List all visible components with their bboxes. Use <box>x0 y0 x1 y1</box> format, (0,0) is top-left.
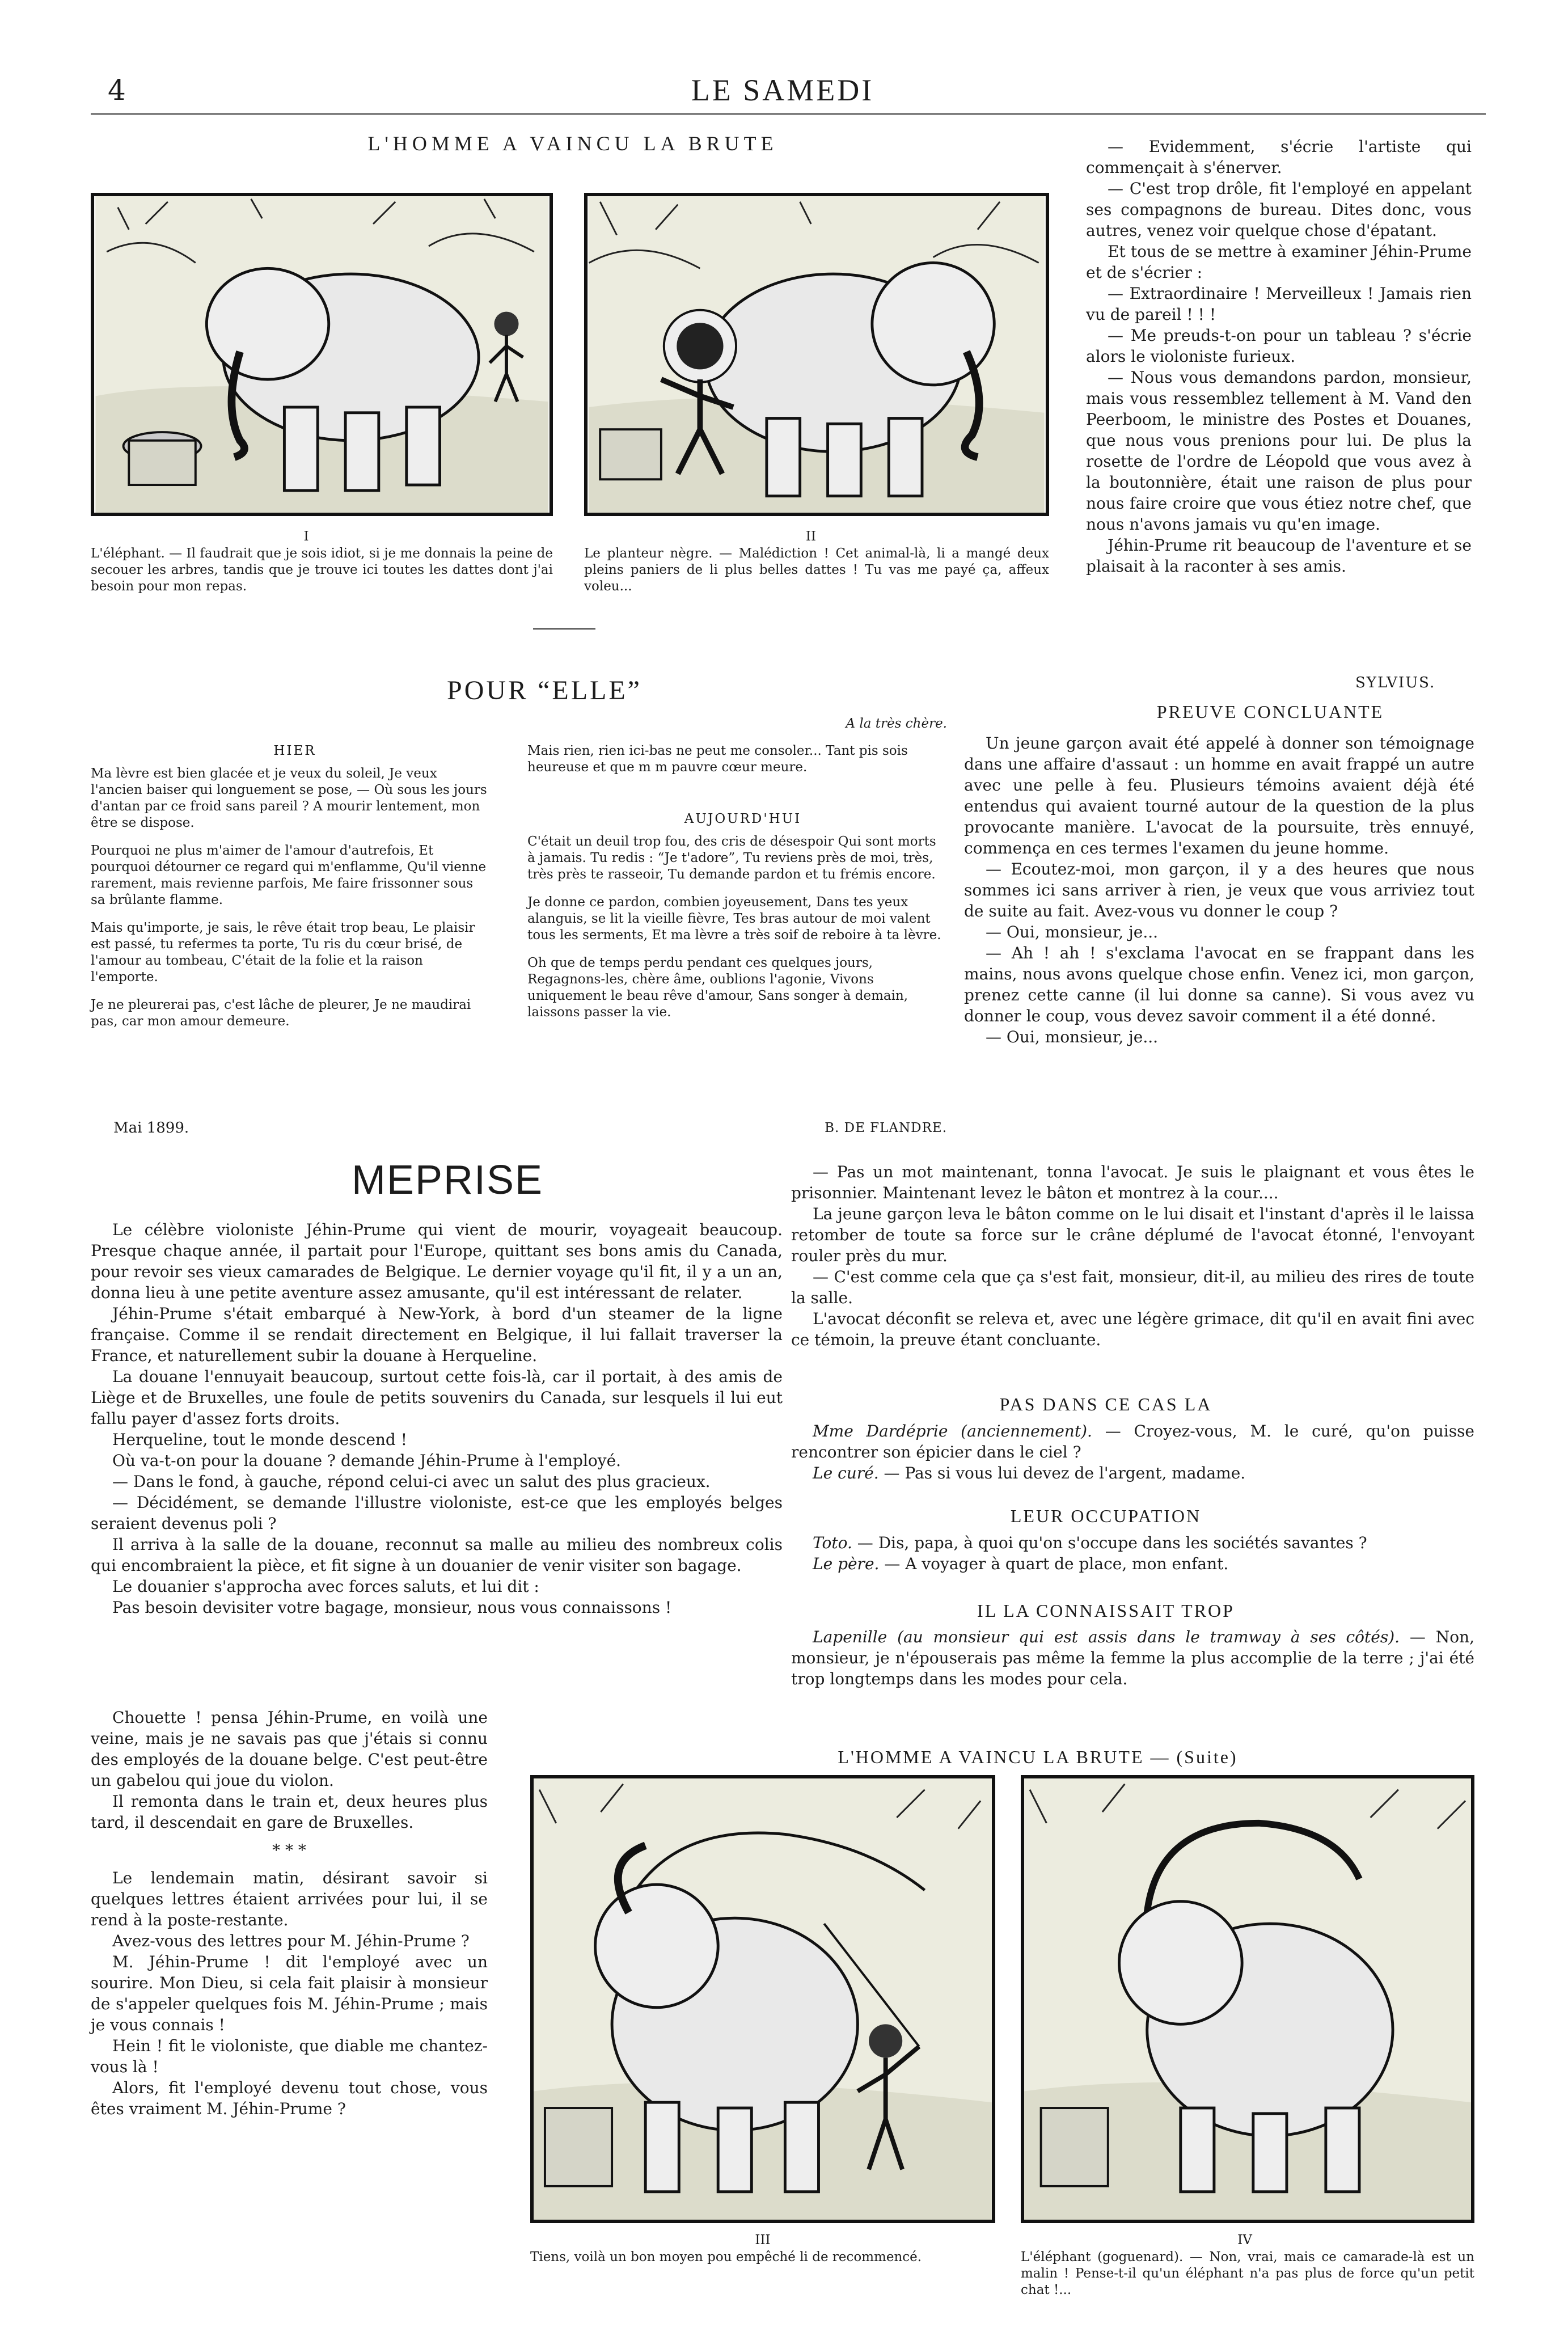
paragraph: Jéhin-Prume rit beaucoup de l'aventure et se plaisait à la raconter à ses amis. <box>1086 536 1472 576</box>
section-heading: PAS DANS CE CAS LA <box>999 1394 1212 1414</box>
panel-3-numeral: III <box>755 2233 771 2247</box>
stanza: C'était un deuil trop fou, des cris de désespoir Qui sont morts à jamais. Tu redis : “Je t'adore”, Tu reviens près de moi, très, très près te rasseoir, Tu demande pardon et tu frémis encore. <box>527 834 936 882</box>
speaker: Le père. <box>813 1554 880 1573</box>
paragraph: — Extraordinaire ! Merveilleux ! Jamais rien vu de pareil ! ! ! <box>1086 284 1472 324</box>
poem-right <box>527 834 947 1021</box>
paragraph: Avez-vous des lettres pour M. Jéhin-Prume ? <box>112 1932 470 1950</box>
panel-2-numeral: II <box>805 529 817 544</box>
paragraph: Pas besoin devisiter votre bagage, monsieur, nous vous connaissons ! <box>112 1598 672 1617</box>
paragraph: — Décidément, se demande l'illustre violoniste, est-ce que les employés belges seraient devenus poli ? <box>91 1493 783 1533</box>
poem-title: POUR “ELLE” <box>447 675 642 705</box>
paragraph: — Oui, monsieur, je... <box>986 1028 1159 1046</box>
paragraph: — Pas un mot maintenant, tonna l'avocat. Je suis le plaignant et vous êtes le prisonnier. Maintenant levez le bâton et montrez à la cour.... <box>791 1163 1474 1202</box>
elephant-whip-illustration <box>534 1778 992 2220</box>
speaker: Le curé. <box>813 1464 879 1482</box>
elephant-illustration <box>94 196 550 513</box>
line: — A voyager à quart de place, mon enfant. <box>884 1554 1229 1573</box>
poem-date: Mai 1899. <box>113 1119 189 1136</box>
stanza: Oh que de temps perdu pendant ces quelques jours, Regagnons-les, chère âme, oublions l'agonie, Vivons uniquement le beau rêve d'amour, Sans songer à demain, laissons passer la vie. <box>527 956 908 1020</box>
paragraph: Jéhin-Prume s'était embarqué à New-York, à bord d'un steamer de la ligne française. Comme il se rendait directement en Belgique, il lui fallait traverser la France, et naturellement subir la douane à Herqueline. <box>91 1304 783 1365</box>
paragraph: L'avocat déconfit se releva et, avec une légère grimace, dit qu'il en avait fini avec ce témoin, la preuve étant concluante. <box>791 1309 1474 1349</box>
paragraph: Où va-t-on pour la douane ? demande Jéhin-Prume à l'employé. <box>112 1451 622 1470</box>
signature: SYLVIUS. <box>1355 674 1436 691</box>
paragraph: Chouette ! pensa Jéhin-Prume, en voilà une veine, mais je ne savais pas que j'étais si connu des employés de la douane belge. C'est peut-être un gabelou qui joue du violon. <box>91 1708 488 1790</box>
dialogue-line <box>791 1421 1474 1463</box>
speaker: Toto. <box>813 1533 852 1552</box>
poem-left <box>91 766 488 1030</box>
stanza: Mais qu'importe, je sais, le rêve était trop beau, Le plaisir est passé, tu refermes ta porte, Tu ris du cœur brisé, de l'amour au tombeau, C'était de la folie et la raison l'emporte. <box>91 920 475 985</box>
speaker: Lapenille (au monsieur qui est assis dans le tramway à ses côtés). <box>813 1628 1400 1646</box>
comic-panel-1 <box>91 193 553 516</box>
comic-panel-3 <box>530 1775 995 2223</box>
paragraph: — Ecoutez-moi, mon garçon, il y a des heures que nous sommes ici sans arriver à rien, je veux que vous arriviez tout de suite au fait. Avez-vous vu donner le coup ? <box>964 860 1474 920</box>
page-number: 4 <box>108 74 126 107</box>
dialogue-line <box>791 1626 1474 1689</box>
preuve-article <box>964 733 1474 1047</box>
poem-label-aujourdhui: AUJOURD'HUI <box>684 812 802 826</box>
poem-signature: B. DE FLANDRE. <box>825 1121 947 1135</box>
header-rule <box>91 113 1486 115</box>
section-heading: PREUVE CONCLUANTE <box>1156 702 1384 722</box>
comic-title: L'HOMME A VAINCU LA BRUTE <box>367 132 778 155</box>
paragraph: — Nous vous demandons pardon, monsieur, mais vous ressemblez tellement à M. Vand den Peerboom, le ministre des Postes et Douanes, que nous vous prenions pour lui. De plus la rosette de l'ordre de Léopold que vous avez à la boutonnière, était une raison de plus pour nous faire croire que vous étiez notre chef, que nous n'avons jamais vu qu'en image. <box>1086 368 1472 534</box>
paragraph: La jeune garçon leva le bâton comme on le lui disait et l'instant d'après il le laissa retomber de toute sa force sur le crâne déplumé de l'avocat étonné, l'envoyant rouler près du mur. <box>791 1205 1474 1265</box>
section-heading: IL LA CONNAISSAIT TROP <box>977 1600 1235 1621</box>
pas-dans-text <box>791 1421 1474 1484</box>
article-title: MEPRISE <box>352 1157 544 1203</box>
dialogue-line <box>791 1553 1474 1574</box>
meprise-narrow-column <box>91 1707 488 2119</box>
dialogue-line <box>791 1532 1474 1553</box>
panel-4-caption: L'éléphant (goguenard). — Non, vrai, mais ce camarade-là est un malin ! Pense-t-il qu'un éléphant n'a pas plus de force qu'un petit chat !... <box>1021 2250 1474 2297</box>
paragraph: Herqueline, tout le monde descend ! <box>112 1430 407 1449</box>
line: — Pas si vous lui devez de l'argent, madame. <box>884 1464 1246 1482</box>
stars-separator: * * * <box>272 1841 306 1860</box>
paragraph: — Oui, monsieur, je... <box>986 923 1159 941</box>
connaissait-text <box>791 1626 1474 1689</box>
poem-right-top: Mais rien, rien ici-bas ne peut me consoler... Tant pis sois heureuse et que m m pauvre cœur meure. <box>527 743 908 775</box>
paragraph: Il arriva à la salle de la douane, reconnut sa malle au milieu des nombreux colis qui encombraient la pièce, et fit signe à un douanier de venir visiter son bagage. <box>91 1535 783 1575</box>
preuve-article-wide <box>791 1161 1474 1350</box>
paragraph: Un jeune garçon avait été appelé à donner son témoignage dans une affaire d'assaut : un homme en avait frappé un autre avec une pelle à feu. Plusieurs témoins avaient déjà été entendus qui avaient tourné autour de la question de la plus provocante manière. L'avocat de la poursuite, très ennuyé, commença en ces termes l'examen du jeune homme. <box>964 734 1474 857</box>
comic-panel-4 <box>1021 1775 1474 2223</box>
dialogue-line <box>791 1463 1474 1484</box>
stanza: Je ne pleurerai pas, c'est lâche de pleurer, Je ne maudirai pas, car mon amour demeure. <box>91 998 471 1029</box>
paragraph: Hein ! fit le violoniste, que diable me chantez-vous là ! <box>91 2036 488 2076</box>
paragraph: — C'est comme cela que ça s'est fait, monsieur, dit-il, au milieu des rires de toute la salle. <box>791 1267 1474 1307</box>
meprise-article <box>91 1219 783 1618</box>
paragraph: La douane l'ennuyait beaucoup, surtout cette fois-là, car il portait, à des amis de Liège et de Bruxelles, une foule de petits souvenirs du Canada, sur lesquels il lui eut fallu payer d'assez forts droits. <box>91 1367 783 1428</box>
comic-title: L'HOMME A VAINCU LA BRUTE — (Suite) <box>838 1747 1238 1767</box>
paragraph: — Dans le fond, à gauche, répond celui-ci avec un salut des plus gracieux. <box>112 1472 711 1491</box>
panel-1-numeral: I <box>303 529 309 544</box>
paragraph: Et tous de se mettre à examiner Jéhin-Prume et de s'écrier : <box>1086 242 1472 282</box>
poem-label-hier: HIER <box>273 743 316 758</box>
poem-dedication: A la très chère. <box>846 716 947 731</box>
paragraph: Alors, fit l'employé devenu tout chose, vous êtes vraiment M. Jéhin-Prume ? <box>91 2078 488 2118</box>
paragraph: — Me preuds-t-on pour un tableau ? s'écrie alors le violoniste furieux. <box>1086 326 1472 366</box>
paragraph: Le douanier s'approcha avec forces saluts, et lui dit : <box>112 1577 539 1596</box>
planter-elephant-illustration <box>588 196 1046 513</box>
stanza: Pourquoi ne plus m'aimer de l'amour d'autrefois, Et pourquoi détourner ce regard qui m'enflamme, Qu'il vienne rarement, mais revienne parfois, Me faire frissonner sous sa brûlante flamme. <box>91 843 487 907</box>
comic-panel-2 <box>584 193 1049 516</box>
paragraph: Le lendemain matin, désirant savoir si quelques lettres étaient arrivées pour lui, il se rend à la poste-restante. <box>91 1869 488 1929</box>
paragraph: — Evidemment, s'écrie l'artiste qui commençait à s'énerver. <box>1086 137 1472 177</box>
panel-3-caption: Tiens, voilà un bon moyen pou empêché li de recommencé. <box>530 2250 922 2264</box>
panel-4-numeral: IV <box>1237 2233 1252 2247</box>
divider <box>533 628 595 629</box>
occupation-text <box>791 1532 1474 1574</box>
elephant-trunk-illustration <box>1024 1778 1471 2220</box>
paragraph: — Ah ! ah ! s'exclama l'avocat en se frappant dans les mains, nous avons quelque chose enfin. Venez ici, mon garçon, prenez cette canne (il lui donne sa canne). Si vous avez vu donner le coup, vous devez savoir comment il a été donné. <box>964 944 1474 1025</box>
line: — Non, monsieur, je n'épouserais pas même la femme la plus accomplie de la terre ; j'ai été trop longtemps dans les modes pour cela. <box>791 1628 1474 1688</box>
stanza: Je donne ce pardon, combien joyeusement, Dans tes yeux alanguis, se lit la vieille fièvre, Tes bras autour de moi valent tous les serments, Et ma lèvre a très soif de reboire à ta lèvre. <box>527 895 941 943</box>
right-column-continuation <box>1086 136 1472 577</box>
paragraph: — C'est trop drôle, fit l'employé en appelant ses compagnons de bureau. Dites donc, vous autres, venez voir quelque chose d'épatant. <box>1086 179 1472 240</box>
section-heading: LEUR OCCUPATION <box>1010 1506 1202 1526</box>
panel-1-caption: L'éléphant. — Il faudrait que je sois idiot, si je me donnais la peine de secouer les arbres, tandis que je trouve ici toutes les dattes dont j'ai besoin pour mon repas. <box>91 546 553 594</box>
speaker: Mme Dardéprie (anciennement). <box>813 1422 1092 1440</box>
line: — Dis, papa, à quoi qu'on s'occupe dans les sociétés savantes ? <box>857 1533 1367 1552</box>
paragraph: Le célèbre violoniste Jéhin-Prume qui vient de mourir, voyageait beaucoup. Presque chaque année, il partait pour l'Europe, quittant ses bons amis du Canada, pour revoir ses vieux camarades de Belgique. Le dernier voyage qu'il fit, il y a un an, donna lieu à une petite aventure assez amusante, qu'il est intéressant de relater. <box>91 1220 783 1302</box>
stanza: Ma lèvre est bien glacée et je veux du soleil, Je veux l'ancien baiser qui longuement se pose, — Où sous les jours d'antan par ce froid sans pareil ? A mourir lentement, mon être se dispose. <box>91 766 487 830</box>
paragraph: Il remonta dans le train et, deux heures plus tard, il descendait en gare de Bruxelles. <box>91 1792 488 1832</box>
panel-2-caption: Le planteur nègre. — Malédiction ! Cet animal-là, li a mangé deux pleins paniers de li plus belles dattes ! Tu vas me payé ça, affeux voleu... <box>584 546 1049 594</box>
line: — Croyez-vous, M. le curé, qu'on puisse rencontrer son épicier dans le ciel ? <box>791 1422 1475 1461</box>
paragraph: M. Jéhin-Prume ! dit l'employé avec un sourire. Mon Dieu, si cela fait plaisir à monsieur de s'appeler quelques fois M. Jéhin-Prume ; mais je vous connais ! <box>91 1953 488 2034</box>
page-title: LE SAMEDI <box>691 73 874 107</box>
